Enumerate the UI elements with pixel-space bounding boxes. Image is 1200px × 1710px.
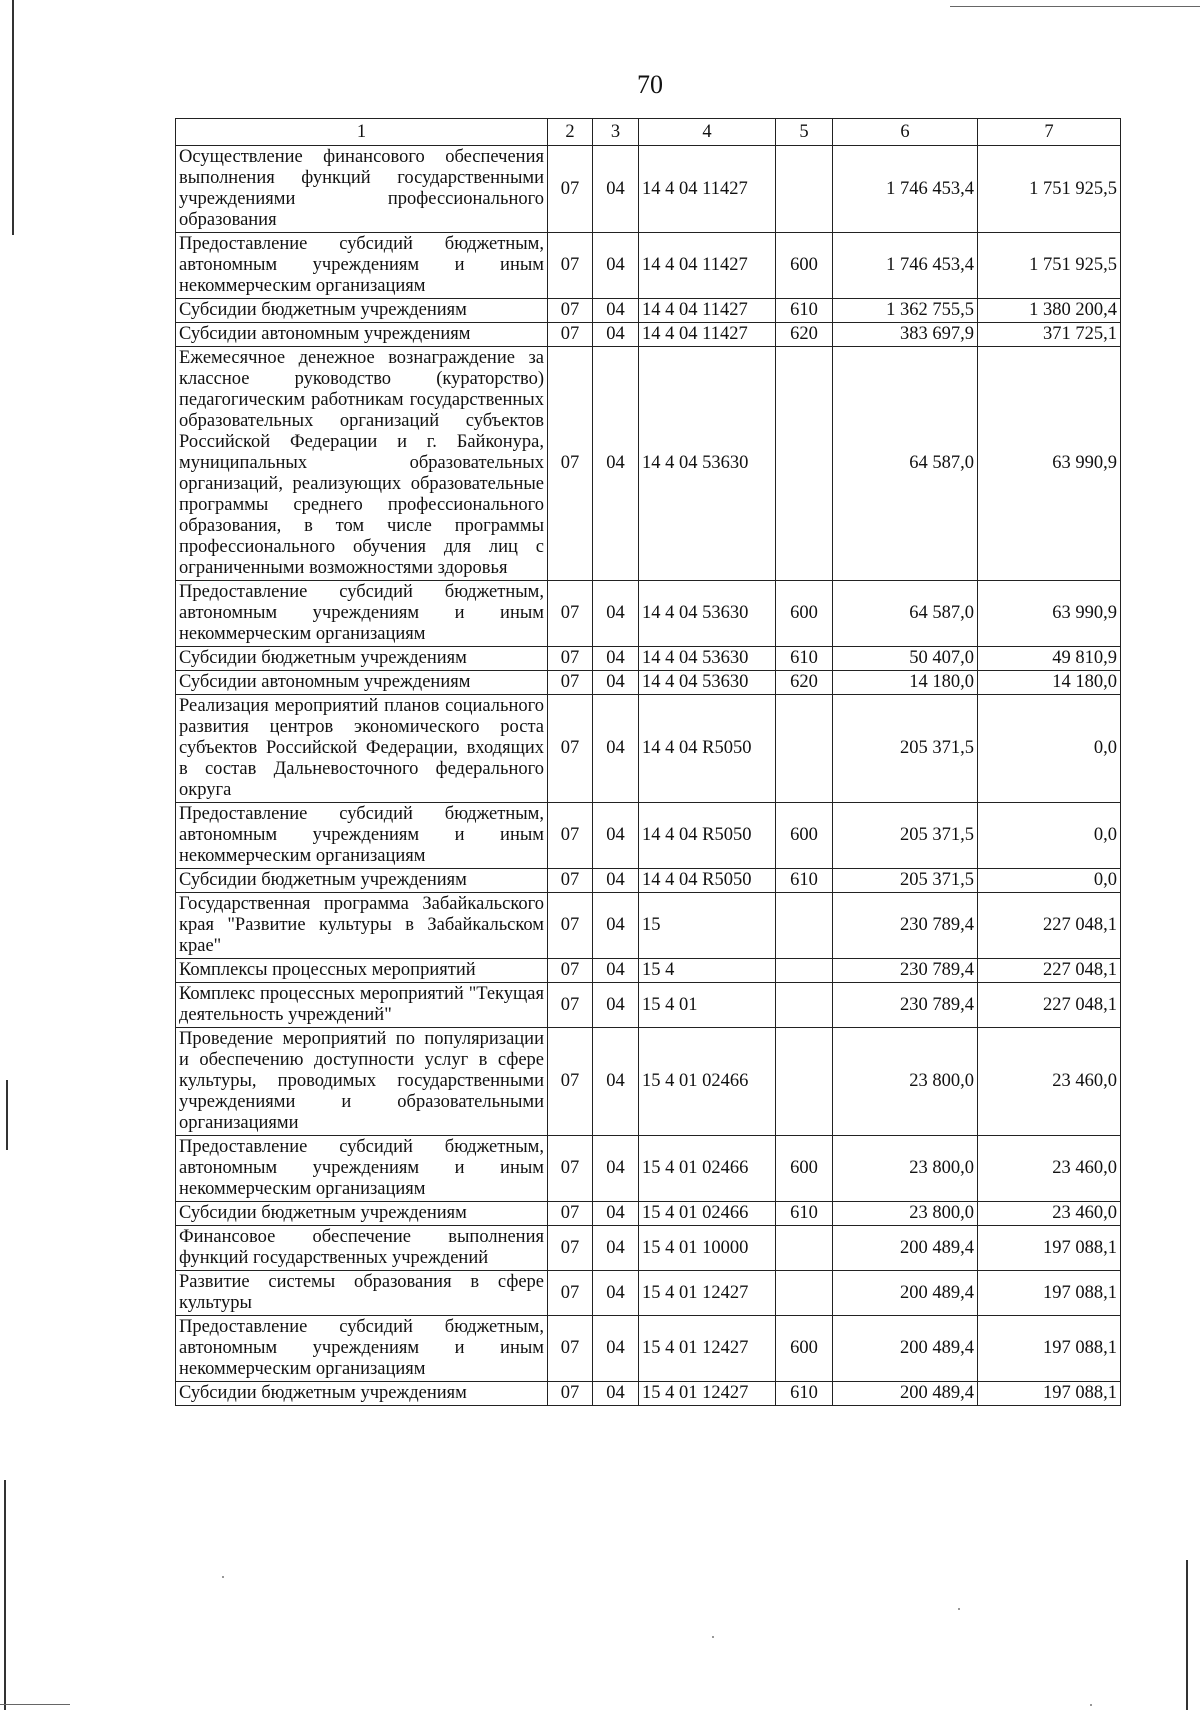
scan-speck xyxy=(222,1576,224,1578)
row-section: 07 xyxy=(548,959,593,983)
table-row xyxy=(176,959,1121,983)
row-section: 07 xyxy=(548,1271,593,1316)
table-row xyxy=(176,1226,1121,1271)
row-name: Субсидии автономным учреждениям xyxy=(176,323,548,347)
row-subsection: 04 xyxy=(593,1202,639,1226)
scan-edge-left-top xyxy=(12,0,14,235)
row-amount-col6: 23 800,0 xyxy=(833,1136,978,1202)
row-name: Предоставление субсидий бюджетным, автономным учреждениям и иным некоммерческим организациям xyxy=(176,1136,548,1202)
row-section: 07 xyxy=(548,146,593,233)
row-name: Государственная программа Забайкальского края "Развитие культуры в Забайкальском крае" xyxy=(176,893,548,959)
row-target-code: 14 4 04 R5050 xyxy=(639,695,776,803)
row-target-code: 14 4 04 11427 xyxy=(639,146,776,233)
row-amount-col7: 371 725,1 xyxy=(978,323,1121,347)
page-number: 70 xyxy=(637,70,663,99)
row-amount-col7: 63 990,9 xyxy=(978,581,1121,647)
row-amount-col7: 197 088,1 xyxy=(978,1271,1121,1316)
row-amount-col6: 200 489,4 xyxy=(833,1382,978,1406)
row-name: Предоставление субсидий бюджетным, автономным учреждениям и иным некоммерческим организациям xyxy=(176,581,548,647)
scan-speck xyxy=(712,1636,714,1638)
header-col-5: 5 xyxy=(776,119,833,146)
row-expense-type xyxy=(776,146,833,233)
row-target-code: 14 4 04 R5050 xyxy=(639,803,776,869)
row-target-code: 14 4 04 11427 xyxy=(639,233,776,299)
row-target-code: 15 4 01 02466 xyxy=(639,1136,776,1202)
header-col-6: 6 xyxy=(833,119,978,146)
table-row xyxy=(176,581,1121,647)
row-amount-col7: 197 088,1 xyxy=(978,1382,1121,1406)
table-header-row xyxy=(176,119,1121,146)
row-expense-type xyxy=(776,1226,833,1271)
row-amount-col6: 230 789,4 xyxy=(833,959,978,983)
table-body xyxy=(176,146,1121,1406)
row-subsection: 04 xyxy=(593,1136,639,1202)
row-section: 07 xyxy=(548,233,593,299)
table-row xyxy=(176,1136,1121,1202)
row-expense-type: 600 xyxy=(776,1316,833,1382)
row-target-code: 15 xyxy=(639,893,776,959)
row-amount-col6: 205 371,5 xyxy=(833,869,978,893)
row-target-code: 15 4 01 12427 xyxy=(639,1316,776,1382)
row-section: 07 xyxy=(548,1202,593,1226)
row-amount-col7: 1 751 925,5 xyxy=(978,146,1121,233)
row-name: Реализация мероприятий планов социального развития центров экономического роста субъектов Российской Федерации, входящих в состав Дальневосточного федерального округа xyxy=(176,695,548,803)
scan-edge-right-bottom xyxy=(1186,1560,1188,1710)
row-amount-col7: 0,0 xyxy=(978,803,1121,869)
row-amount-col6: 1 746 453,4 xyxy=(833,146,978,233)
row-subsection: 04 xyxy=(593,1226,639,1271)
row-name: Предоставление субсидий бюджетным, автономным учреждениям и иным некоммерческим организациям xyxy=(176,233,548,299)
row-expense-type: 610 xyxy=(776,1382,833,1406)
row-section: 07 xyxy=(548,323,593,347)
row-section: 07 xyxy=(548,893,593,959)
row-expense-type: 620 xyxy=(776,671,833,695)
table-row xyxy=(176,803,1121,869)
table-row xyxy=(176,695,1121,803)
table-row xyxy=(176,1382,1121,1406)
row-section: 07 xyxy=(548,803,593,869)
row-expense-type xyxy=(776,695,833,803)
row-section: 07 xyxy=(548,983,593,1028)
table-row xyxy=(176,1316,1121,1382)
row-amount-col6: 64 587,0 xyxy=(833,347,978,581)
header-col-1: 1 xyxy=(176,119,548,146)
row-section: 07 xyxy=(548,695,593,803)
row-section: 07 xyxy=(548,1382,593,1406)
row-name: Ежемесячное денежное вознаграждение за классное руководство (кураторство) педагогическим работникам государственных образовательных организаций субъектов Российской Федерации и г. Байконура, муниципальных образовательных организаций, реализующих образовательные программы среднего профессионального образования, в том числе программы профессионального обучения для лиц с ограниченными возможностями здоровья xyxy=(176,347,548,581)
table-row xyxy=(176,1271,1121,1316)
row-amount-col7: 1 751 925,5 xyxy=(978,233,1121,299)
row-amount-col6: 50 407,0 xyxy=(833,647,978,671)
row-amount-col6: 230 789,4 xyxy=(833,983,978,1028)
row-section: 07 xyxy=(548,1226,593,1271)
row-name: Проведение мероприятий по популяризации и обеспечению доступности услуг в сфере культуры, проводимых государственными учреждениями и образовательными организациями xyxy=(176,1028,548,1136)
row-amount-col6: 64 587,0 xyxy=(833,581,978,647)
row-expense-type xyxy=(776,983,833,1028)
row-section: 07 xyxy=(548,581,593,647)
header-col-2: 2 xyxy=(548,119,593,146)
scan-edge-bottom-left xyxy=(0,1704,70,1705)
row-expense-type: 600 xyxy=(776,1136,833,1202)
row-expense-type xyxy=(776,1028,833,1136)
scan-edge-left-bottom xyxy=(4,1480,6,1710)
table-row xyxy=(176,146,1121,233)
row-section: 07 xyxy=(548,1316,593,1382)
header-col-4: 4 xyxy=(639,119,776,146)
row-amount-col7: 23 460,0 xyxy=(978,1136,1121,1202)
row-subsection: 04 xyxy=(593,1271,639,1316)
table-row xyxy=(176,671,1121,695)
row-amount-col6: 205 371,5 xyxy=(833,695,978,803)
table-row xyxy=(176,983,1121,1028)
row-target-code: 14 4 04 11427 xyxy=(639,323,776,347)
row-section: 07 xyxy=(548,1136,593,1202)
row-name: Субсидии автономным учреждениям xyxy=(176,671,548,695)
row-target-code: 15 4 01 02466 xyxy=(639,1202,776,1226)
row-name: Финансовое обеспечение выполнения функций государственных учреждений xyxy=(176,1226,548,1271)
row-subsection: 04 xyxy=(593,647,639,671)
row-subsection: 04 xyxy=(593,869,639,893)
row-amount-col6: 14 180,0 xyxy=(833,671,978,695)
row-name: Субсидии бюджетным учреждениям xyxy=(176,299,548,323)
row-section: 07 xyxy=(548,299,593,323)
row-amount-col7: 227 048,1 xyxy=(978,983,1121,1028)
table-row xyxy=(176,1028,1121,1136)
scan-speck xyxy=(958,1608,960,1610)
row-amount-col7: 14 180,0 xyxy=(978,671,1121,695)
row-expense-type: 600 xyxy=(776,233,833,299)
row-expense-type xyxy=(776,959,833,983)
row-target-code: 14 4 04 R5050 xyxy=(639,869,776,893)
row-subsection: 04 xyxy=(593,233,639,299)
row-subsection: 04 xyxy=(593,1316,639,1382)
row-amount-col7: 49 810,9 xyxy=(978,647,1121,671)
scan-edge-left-mid xyxy=(6,1080,8,1150)
row-name: Комплексы процессных мероприятий xyxy=(176,959,548,983)
row-subsection: 04 xyxy=(593,581,639,647)
row-name: Предоставление субсидий бюджетным, автономным учреждениям и иным некоммерческим организациям xyxy=(176,803,548,869)
row-amount-col6: 200 489,4 xyxy=(833,1226,978,1271)
row-amount-col7: 0,0 xyxy=(978,695,1121,803)
row-section: 07 xyxy=(548,1028,593,1136)
row-subsection: 04 xyxy=(593,695,639,803)
row-target-code: 14 4 04 53630 xyxy=(639,347,776,581)
table-row xyxy=(176,1202,1121,1226)
row-section: 07 xyxy=(548,869,593,893)
row-section: 07 xyxy=(548,647,593,671)
row-name: Субсидии бюджетным учреждениям xyxy=(176,1382,548,1406)
table-row xyxy=(176,233,1121,299)
row-target-code: 15 4 01 12427 xyxy=(639,1382,776,1406)
row-expense-type xyxy=(776,347,833,581)
row-amount-col6: 1 746 453,4 xyxy=(833,233,978,299)
row-amount-col7: 1 380 200,4 xyxy=(978,299,1121,323)
row-target-code: 14 4 04 11427 xyxy=(639,299,776,323)
row-subsection: 04 xyxy=(593,671,639,695)
row-amount-col6: 23 800,0 xyxy=(833,1028,978,1136)
row-target-code: 15 4 01 xyxy=(639,983,776,1028)
row-subsection: 04 xyxy=(593,347,639,581)
row-amount-col6: 23 800,0 xyxy=(833,1202,978,1226)
row-amount-col6: 200 489,4 xyxy=(833,1316,978,1382)
header-col-7: 7 xyxy=(978,119,1121,146)
row-subsection: 04 xyxy=(593,893,639,959)
row-name: Осуществление финансового обеспечения выполнения функций государственными учреждениями профессионального образования xyxy=(176,146,548,233)
row-amount-col7: 227 048,1 xyxy=(978,959,1121,983)
row-target-code: 15 4 01 10000 xyxy=(639,1226,776,1271)
table-row xyxy=(176,323,1121,347)
scan-speck xyxy=(1090,1704,1092,1706)
table-row xyxy=(176,347,1121,581)
row-section: 07 xyxy=(548,347,593,581)
row-name: Субсидии бюджетным учреждениям xyxy=(176,1202,548,1226)
row-name: Субсидии бюджетным учреждениям xyxy=(176,647,548,671)
row-amount-col7: 197 088,1 xyxy=(978,1226,1121,1271)
row-subsection: 04 xyxy=(593,323,639,347)
row-amount-col7: 227 048,1 xyxy=(978,893,1121,959)
row-subsection: 04 xyxy=(593,1382,639,1406)
row-expense-type xyxy=(776,1271,833,1316)
row-subsection: 04 xyxy=(593,299,639,323)
table-row xyxy=(176,647,1121,671)
row-expense-type xyxy=(776,893,833,959)
table-row xyxy=(176,893,1121,959)
row-subsection: 04 xyxy=(593,983,639,1028)
row-amount-col7: 0,0 xyxy=(978,869,1121,893)
row-expense-type: 610 xyxy=(776,647,833,671)
budget-table xyxy=(175,118,1121,1406)
row-amount-col6: 1 362 755,5 xyxy=(833,299,978,323)
row-expense-type: 620 xyxy=(776,323,833,347)
row-subsection: 04 xyxy=(593,959,639,983)
row-name: Предоставление субсидий бюджетным, автономным учреждениям и иным некоммерческим организациям xyxy=(176,1316,548,1382)
row-amount-col6: 230 789,4 xyxy=(833,893,978,959)
table-row xyxy=(176,299,1121,323)
row-amount-col6: 200 489,4 xyxy=(833,1271,978,1316)
row-target-code: 15 4 xyxy=(639,959,776,983)
table-row xyxy=(176,869,1121,893)
scan-edge-top-right xyxy=(950,6,1200,7)
row-amount-col6: 205 371,5 xyxy=(833,803,978,869)
row-expense-type: 610 xyxy=(776,1202,833,1226)
row-name: Субсидии бюджетным учреждениям xyxy=(176,869,548,893)
row-expense-type: 610 xyxy=(776,869,833,893)
row-expense-type: 600 xyxy=(776,581,833,647)
row-amount-col7: 23 460,0 xyxy=(978,1202,1121,1226)
row-subsection: 04 xyxy=(593,803,639,869)
row-name: Комплекс процессных мероприятий "Текущая деятельность учреждений" xyxy=(176,983,548,1028)
row-target-code: 14 4 04 53630 xyxy=(639,647,776,671)
row-subsection: 04 xyxy=(593,1028,639,1136)
header-col-3: 3 xyxy=(593,119,639,146)
row-target-code: 15 4 01 12427 xyxy=(639,1271,776,1316)
row-expense-type: 600 xyxy=(776,803,833,869)
row-amount-col6: 383 697,9 xyxy=(833,323,978,347)
row-amount-col7: 63 990,9 xyxy=(978,347,1121,581)
row-amount-col7: 197 088,1 xyxy=(978,1316,1121,1382)
row-section: 07 xyxy=(548,671,593,695)
row-expense-type: 610 xyxy=(776,299,833,323)
row-subsection: 04 xyxy=(593,146,639,233)
row-amount-col7: 23 460,0 xyxy=(978,1028,1121,1136)
row-target-code: 15 4 01 02466 xyxy=(639,1028,776,1136)
row-name: Развитие системы образования в сфере культуры xyxy=(176,1271,548,1316)
row-target-code: 14 4 04 53630 xyxy=(639,581,776,647)
row-target-code: 14 4 04 53630 xyxy=(639,671,776,695)
